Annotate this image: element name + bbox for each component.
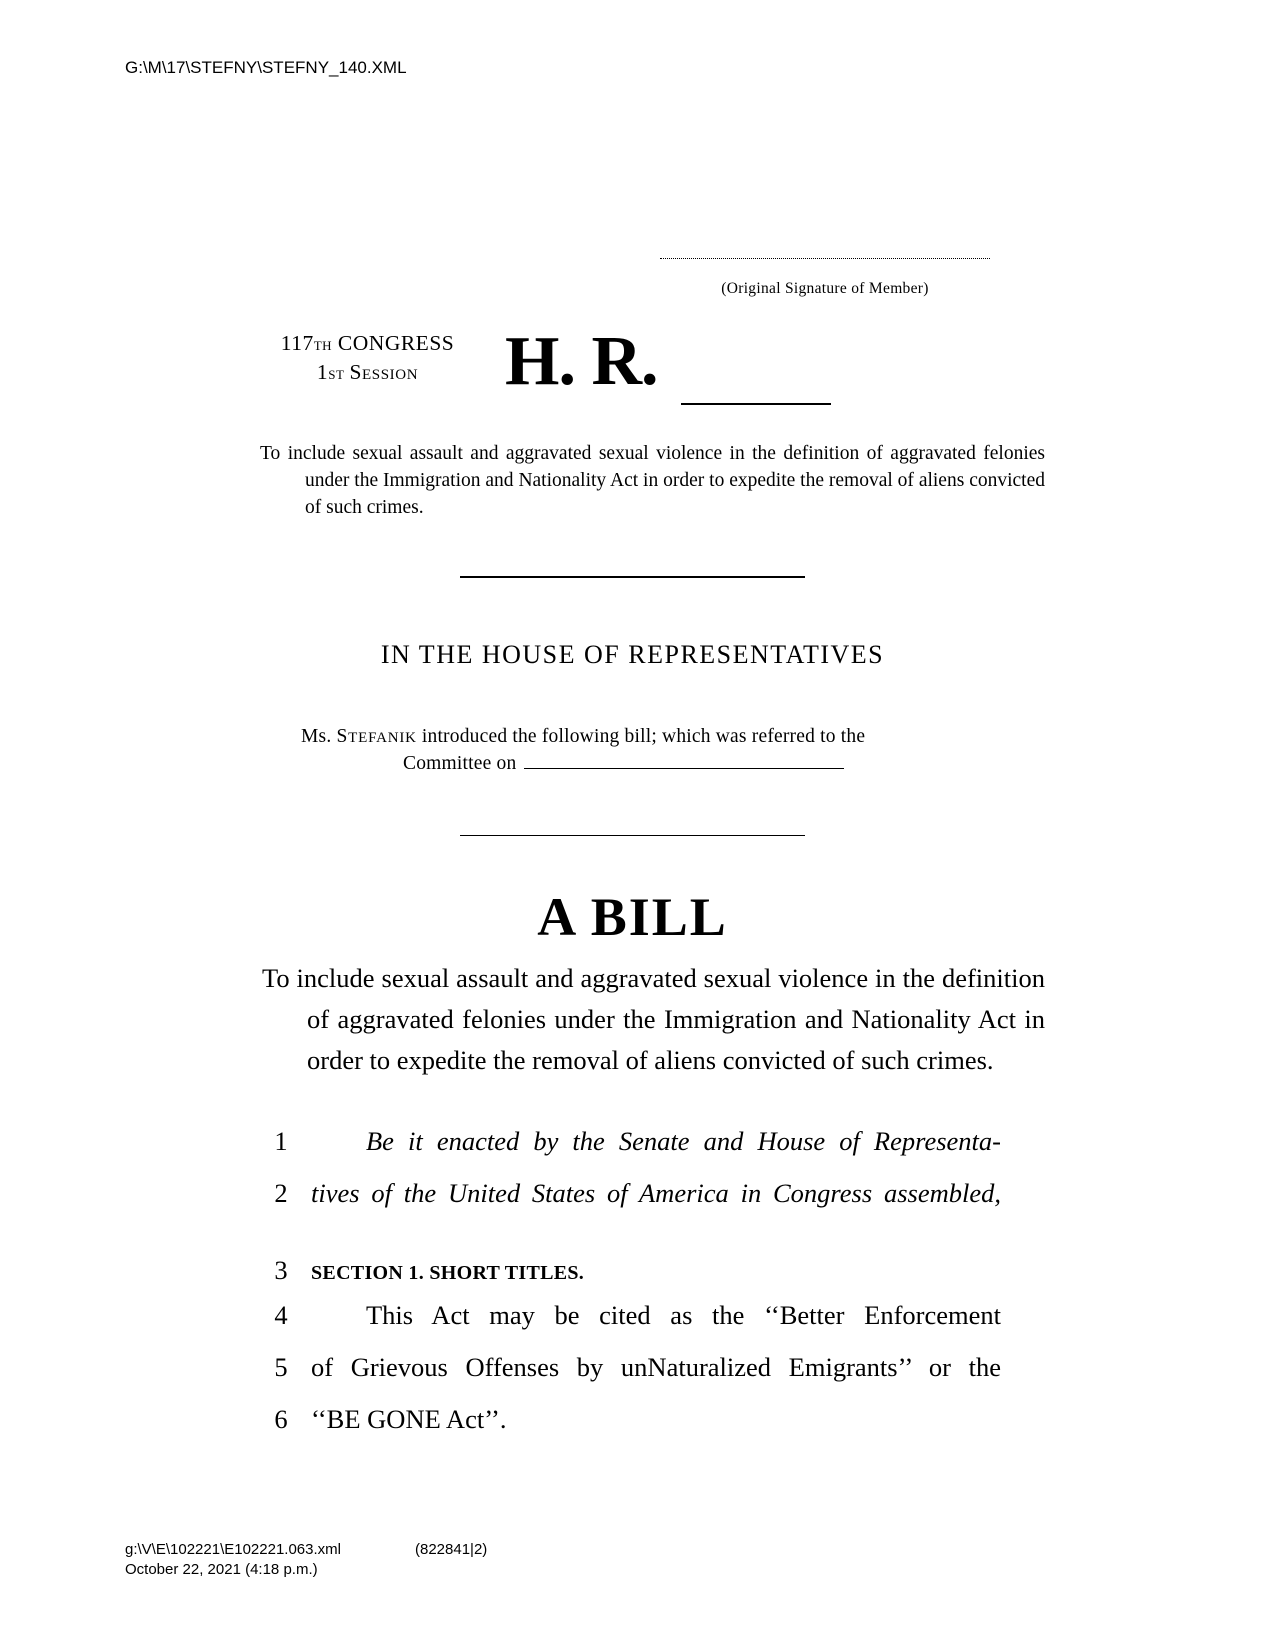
body-line-4: This Act may be cited as the ‘‘Better Enforcement (366, 1300, 1001, 1330)
footer-code: (822841|2) (415, 1541, 488, 1558)
enacting-clause-line-1: Be it enacted by the Senate and House of Representa- (366, 1126, 1001, 1156)
body-line-5: of Grievous Offenses by unNaturalized Emigrants’’ or the (311, 1352, 1001, 1382)
sponsor-name (336, 726, 416, 747)
congress-number-suffix: TH (313, 338, 333, 353)
sponsor-title: Ms. (301, 726, 332, 747)
bill-label: H. R. (505, 323, 658, 400)
committee-line (403, 753, 844, 775)
footer-path: g:\V\E\102221\E102221.063.xml (125, 1541, 341, 1558)
line-number: 6 (274, 1404, 288, 1434)
session-number: 1 (316, 360, 329, 384)
short-title-first-line: To include sexual assault and aggravated sexual violence in the definition (260, 443, 860, 464)
committee-blank (524, 768, 844, 769)
enacting-clause-line-2: tives of the United States of America in Congress assembled, (311, 1178, 1001, 1208)
sponsor-rest: TEFANIK (348, 730, 417, 746)
signature-line (660, 258, 990, 259)
committee-label: Committee on (403, 753, 517, 774)
line-number: 1 (274, 1126, 288, 1156)
session-first-letter: S (349, 360, 363, 384)
congress-session-block (255, 330, 480, 389)
session-number-suffix: ST (328, 367, 345, 382)
file-path: G:\M\17\STEFNY\STEFNY_140.XML (125, 58, 407, 77)
session-line (255, 359, 480, 389)
body-line-6: ‘‘BE GONE Act’’. (311, 1404, 507, 1434)
introduction-line (301, 726, 865, 748)
line-number: 3 (274, 1255, 288, 1285)
congress-word: CONGRESS (337, 331, 455, 355)
short-title (260, 440, 1045, 521)
section-heading: SECTION 1. SHORT TITLES. (311, 1262, 585, 1284)
congress-line (255, 330, 480, 359)
house-heading: IN THE HOUSE OF REPRESENTATIVES (380, 640, 885, 669)
footer-date: October 22, 2021 (4:18 p.m.) (125, 1561, 318, 1578)
line-number: 4 (274, 1300, 288, 1330)
bill-heading: A BILL (537, 887, 728, 947)
line-number: 2 (274, 1178, 288, 1208)
divider-rule (460, 576, 805, 578)
short-title-rest: of aggravated felonies under the Immigration and Nationality Act in order to expedite the removal of aliens convicted of such crimes. (305, 443, 1045, 518)
line-number: 5 (274, 1352, 288, 1382)
sponsor-first-letter: S (336, 726, 349, 747)
divider-rule (460, 835, 805, 836)
signature-caption: (Original Signature of Member) (721, 280, 929, 297)
introduction-text: introduced the following bill; which was referred to the (421, 726, 866, 747)
bill-number-blank (681, 403, 831, 405)
congress-number: 117 (280, 331, 314, 355)
session-rest: ESSION (362, 367, 419, 383)
long-title: To include sexual assault and aggravated sexual violence in the definition of aggravated felonies under the Immigration and Nationality Act in order to expedite the removal of aliens convicted of such crimes. (262, 963, 1045, 1075)
